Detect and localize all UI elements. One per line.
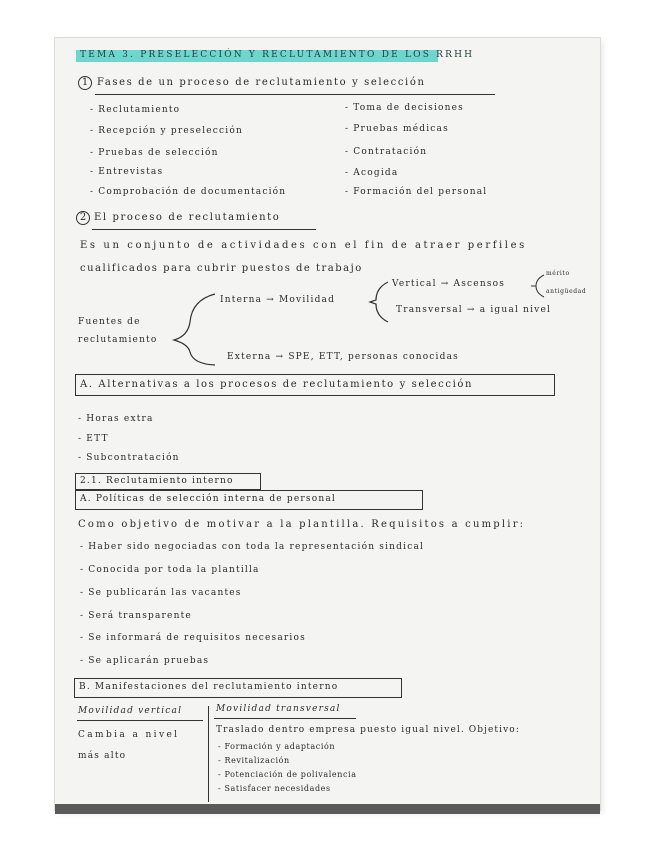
merito-text: mérito [546,270,570,277]
page-title: TEMA 3. PRESELECCIÓN Y RECLUTAMIENTO DE LOS RRHH [80,50,475,60]
list-item: - Comprobación de documentación [90,187,287,197]
list-item: - Contratación [345,147,428,157]
list-item: - ETT [78,434,109,444]
interna-text: Interna → Movilidad [220,295,336,305]
list-item: - Se publicarán las vacantes [80,588,242,598]
list-item: - Haber sido negociadas con toda la representación sindical [80,542,425,552]
section-2-heading: El proceso de reclutamiento [94,212,281,223]
list-item: - Satisfacer necesidades [218,784,331,793]
list-item: - Recepción y preselección [90,126,243,136]
section-b-heading: B. Manifestaciones del reclutamiento interno [79,682,339,692]
fuentes-label-2: reclutamiento [78,335,158,345]
transversal-text: Transversal → a igual nivel [396,305,552,315]
list-item: - Potenciación de polivalencia [218,770,357,779]
list-item: - Será transparente [80,611,192,621]
page-shadow-edge [55,804,600,814]
externa-text: Externa → SPE, ETT, personas conocidas [227,352,459,362]
column-divider [208,706,209,802]
list-item: - Subcontratación [78,453,180,463]
section-1-underline [95,94,495,95]
list-item: - Conocida por toda la plantilla [80,565,260,575]
left-column-title: Movilidad vertical [78,706,183,716]
list-item: - Revitalización [218,756,290,765]
list-item: - Pruebas de selección [90,148,219,158]
section-number-1: 1 [78,76,92,90]
section-21-heading: 2.1. Reclutamiento interno [80,476,234,486]
vertical-text: Vertical → Ascensos [392,279,506,289]
list-item: - Acogida [345,168,399,178]
list-item: - Horas extra [78,414,154,424]
list-item: - Pruebas médicas [345,124,449,134]
section-a-heading: A. Alternativas a los procesos de reclutamiento y selección [80,379,474,390]
list-item: - Formación y adaptación [218,742,336,751]
list-item: - Se aplicarán pruebas [80,656,210,666]
list-item: - Formación del personal [345,187,488,197]
list-item: - Entrevistas [90,167,164,177]
left-column-underline [77,720,203,721]
policies-intro: Como objetivo de motivar a la plantilla. Requisitos a cumplir: [78,519,526,530]
right-column-intro: Traslado dentro empresa puesto igual nivel. Objetivo: [216,725,520,735]
section-number-2: 2 [76,211,90,225]
left-column-line-1: Cambia a nivel [78,730,180,740]
movilidad-brace [368,280,392,324]
list-item: - Se informará de requisitos necesarios [80,633,306,643]
definition-line-1: Es un conjunto de actividades con el fin de atraer perfiles [80,240,527,251]
fuentes-label-1: Fuentes de [78,317,141,327]
ascensos-brace [530,274,546,298]
fuentes-brace [170,292,220,367]
list-item: - Toma de decisiones [345,103,464,113]
antiguedad-text: antigüedad [546,288,587,295]
right-column-underline [214,718,356,719]
right-column-title: Movilidad transversal [216,704,341,714]
section-2-underline [92,229,316,230]
left-column-line-2: más alto [78,751,127,761]
list-item: - Reclutamiento [90,105,181,115]
section-1-heading: Fases de un proceso de reclutamiento y selección [97,77,426,88]
definition-line-2: cualificados para cubrir puestos de trabajo [80,263,363,274]
section-21a-heading: A. Políticas de selección interna de personal [80,494,336,504]
